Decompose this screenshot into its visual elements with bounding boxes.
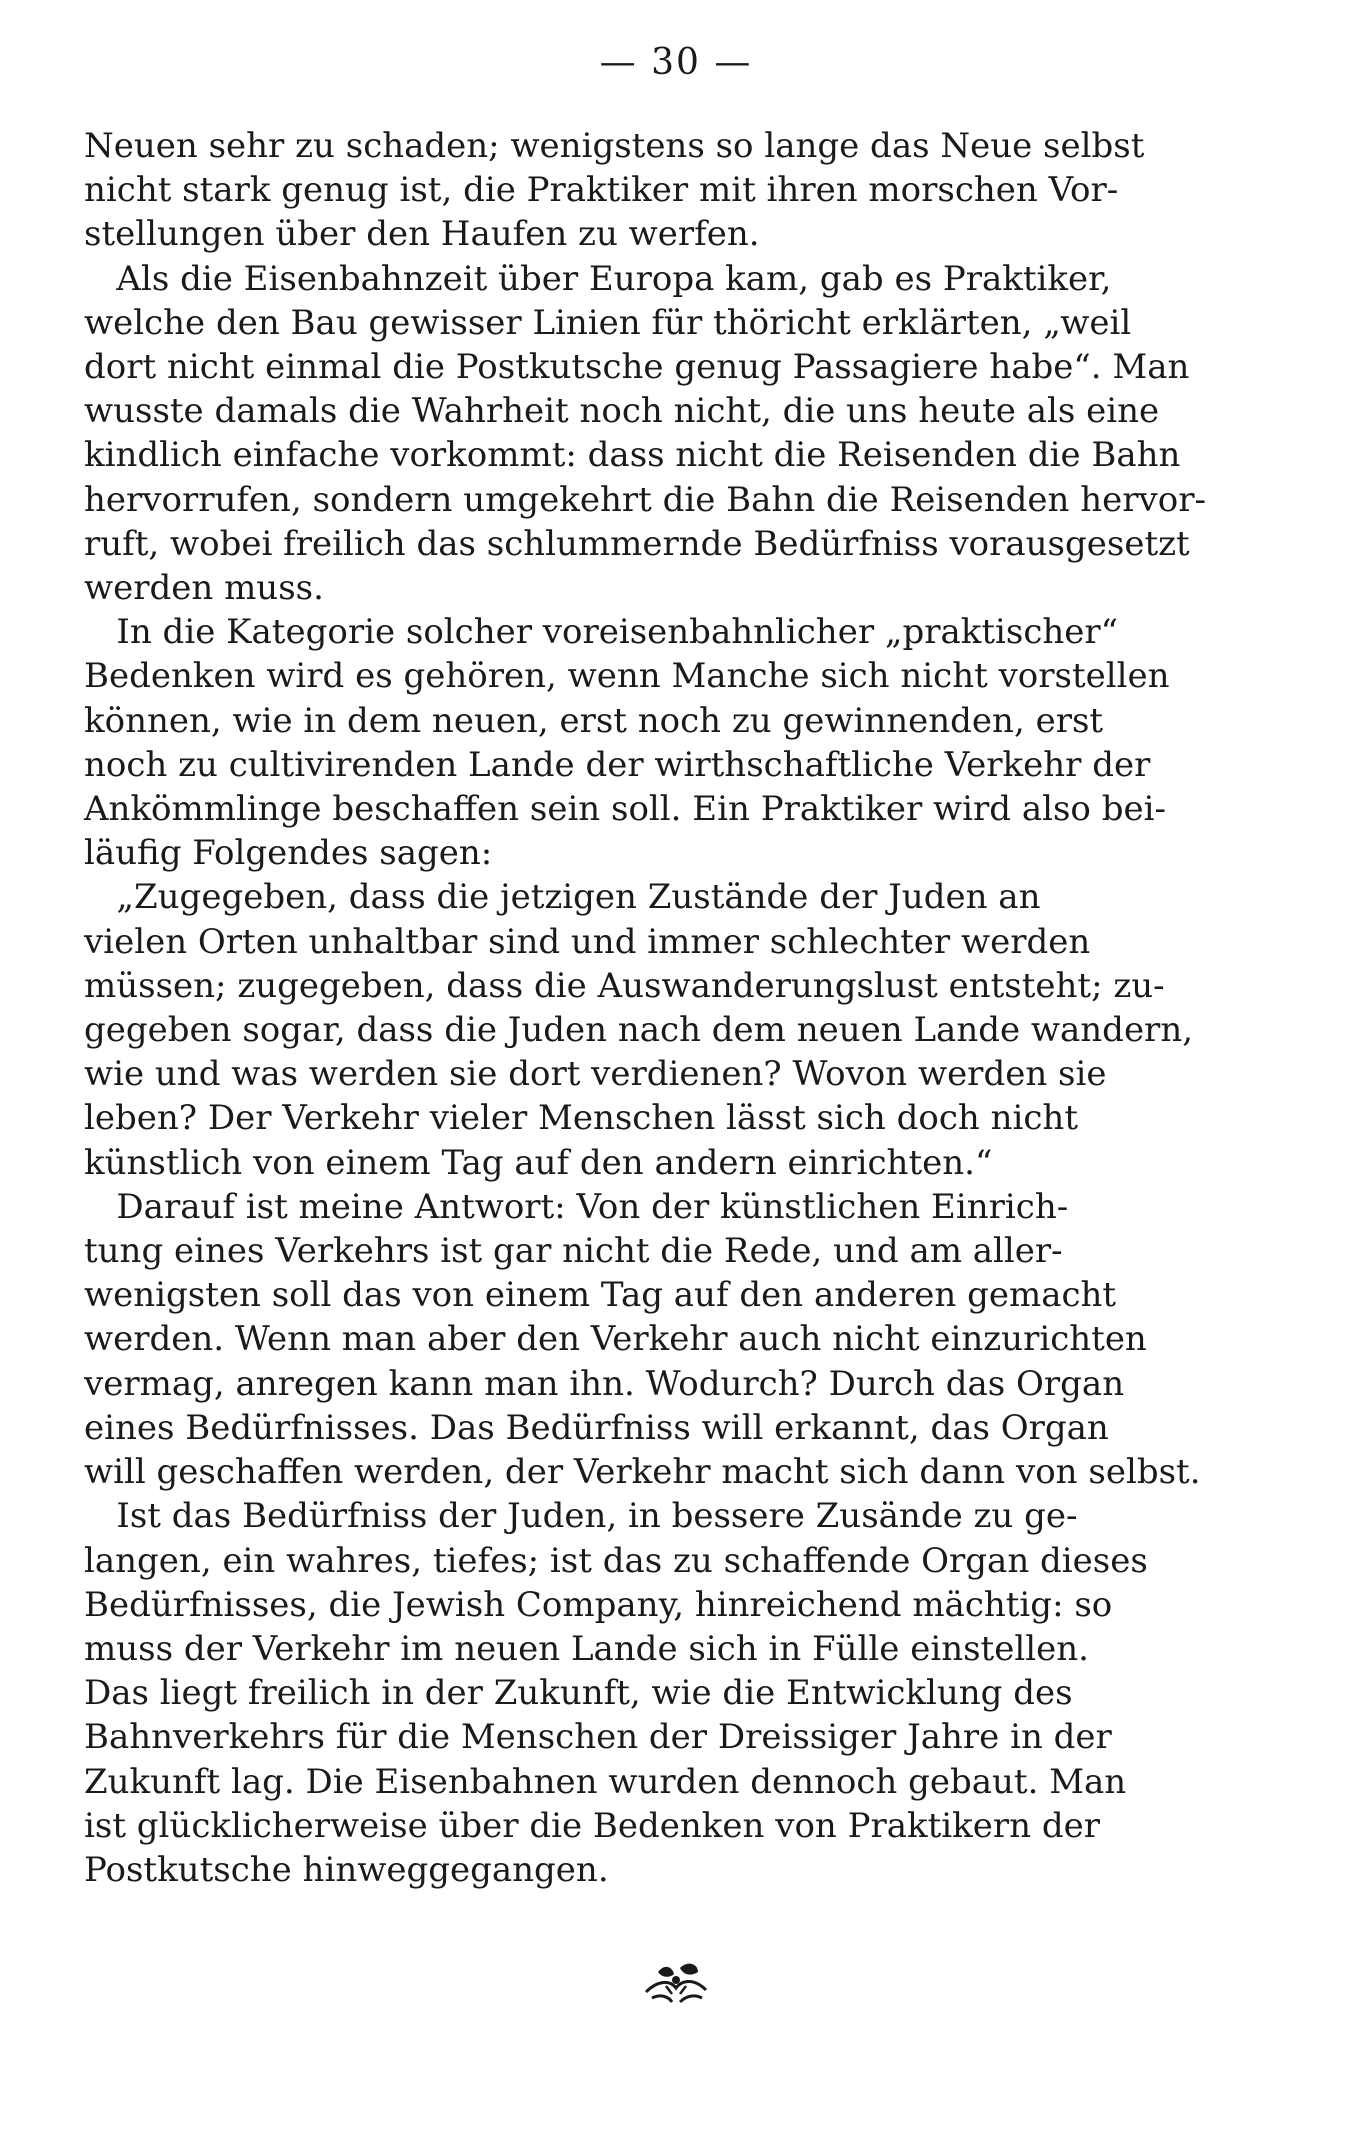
text-line: Bahnverkehrs für die Menschen der Dreissiger Jahre in der xyxy=(84,1717,1112,1758)
text-line: Das liegt freilich in der Zukunft, wie die Entwicklung des xyxy=(84,1673,1073,1714)
text-line: langen, ein wahres, tiefes; ist das zu schaffende Organ dieses xyxy=(84,1540,1148,1581)
text-line: will geschaffen werden, der Verkehr macht sich dann von selbst. xyxy=(84,1452,1201,1493)
body-text xyxy=(84,124,1270,1892)
text-line: In die Kategorie solcher voreisenbahnlicher „praktischer“ xyxy=(84,612,1119,653)
text-line: eines Bedürfnisses. Das Bedürfniss will erkannt, das Organ xyxy=(84,1407,1109,1448)
text-line: vielen Orten unhaltbar sind und immer schlechter werden xyxy=(84,921,1091,962)
text-line: Zukunft lag. Die Eisenbahnen wurden dennoch gebaut. Man xyxy=(84,1761,1127,1802)
text-line: Postkutsche hinweggegangen. xyxy=(84,1849,609,1890)
text-line: ruft, wobei freilich das schlummernde Bedürfniss vorausgesetzt xyxy=(84,523,1190,564)
text-line: „Zugegeben, dass die jetzigen Zustände der Juden an xyxy=(84,877,1041,918)
text-line: müssen; zugegeben, dass die Auswanderungslust entsteht; zu- xyxy=(84,965,1165,1006)
text-line: Als die Eisenbahnzeit über Europa kam, gab es Praktiker, xyxy=(84,258,1112,299)
page-number: — 30 — xyxy=(599,42,753,83)
text-line: wusste damals die Wahrheit noch nicht, die uns heute als eine xyxy=(84,391,1160,432)
text-line: leben? Der Verkehr vieler Menschen lässt sich doch nicht xyxy=(84,1098,1078,1139)
text-line: künstlich von einem Tag auf den andern einrichten.“ xyxy=(84,1142,993,1183)
text-line: dort nicht einmal die Postkutsche genug Passagiere habe“. Man xyxy=(84,347,1190,388)
floral-ornament-icon xyxy=(636,1950,716,2010)
text-line: vermag, anregen kann man ihn. Wodurch? Durch das Organ xyxy=(84,1363,1125,1404)
text-line: Darauf ist meine Antwort: Von der künstlichen Einrich- xyxy=(84,1186,1069,1227)
text-line: kindlich einfache vorkommt: dass nicht die Reisenden die Bahn xyxy=(84,435,1181,476)
text-line: Neuen sehr zu schaden; wenigstens so lange das Neue selbst xyxy=(84,126,1145,166)
text-line: Bedürfnisses, die Jewish Company, hinreichend mächtig: so xyxy=(84,1584,1113,1625)
text-line: gegeben sogar, dass die Juden nach dem neuen Lande wandern, xyxy=(84,1010,1194,1051)
text-line: welche den Bau gewisser Linien für thöricht erklärten, „weil xyxy=(84,302,1132,343)
text-line: stellungen über den Haufen zu werfen. xyxy=(84,214,760,255)
text-line: werden muss. xyxy=(84,568,324,609)
text-line: ist glücklicherweise über die Bedenken von Praktikern der xyxy=(84,1805,1100,1846)
text-line: noch zu cultivirenden Lande der wirthschaftliche Verkehr der xyxy=(84,744,1151,785)
text-line: läufig Folgendes sagen: xyxy=(84,833,493,874)
text-line: Bedenken wird es gehören, wenn Manche sich nicht vorstellen xyxy=(84,656,1170,697)
text-line: können, wie in dem neuen, erst noch zu gewinnenden, erst xyxy=(84,700,1104,741)
text-line: Ist das Bedürfniss der Juden, in bessere Zusände zu ge- xyxy=(84,1496,1078,1537)
text-line: werden. Wenn man aber den Verkehr auch nicht einzurichten xyxy=(84,1319,1147,1360)
text-line: wie und was werden sie dort verdienen? Wovon werden sie xyxy=(84,1054,1107,1095)
text-line: wenigsten soll das von einem Tag auf den anderen gemacht xyxy=(84,1275,1117,1316)
text-line: hervorrufen, sondern umgekehrt die Bahn die Reisenden hervor- xyxy=(84,479,1206,520)
text-line: tung eines Verkehrs ist gar nicht die Rede, und am aller- xyxy=(84,1231,1063,1272)
text-line: muss der Verkehr im neuen Lande sich in Fülle einstellen. xyxy=(84,1628,1089,1669)
text-line: nicht stark genug ist, die Praktiker mit ihren morschen Vor- xyxy=(84,170,1119,211)
text-line: Ankömmlinge beschaffen sein soll. Ein Praktiker wird also bei- xyxy=(84,789,1166,830)
